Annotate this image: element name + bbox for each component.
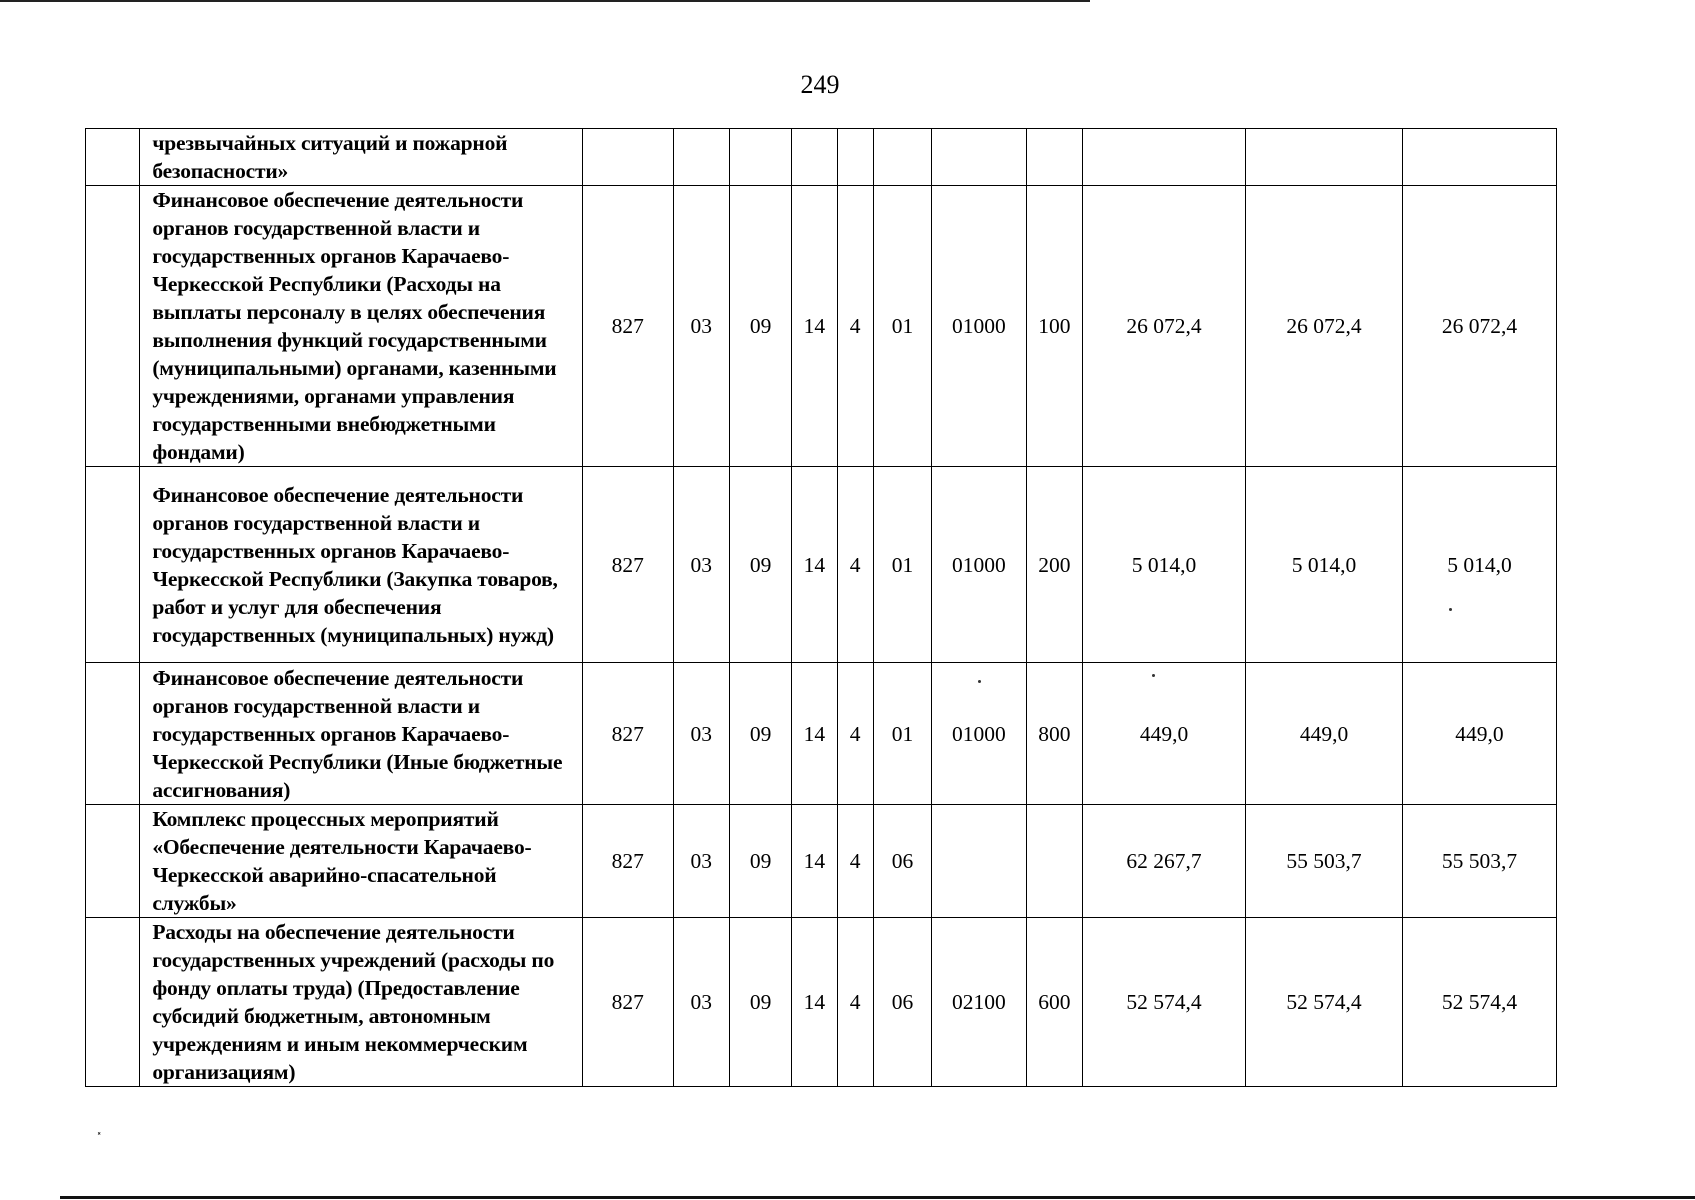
description-cell: чрезвычайных ситуаций и пожарной безопасности» <box>140 129 583 186</box>
expense-type-cell: 600 <box>1026 918 1082 1087</box>
section-cell: 03 <box>673 467 729 663</box>
page-number: 249 <box>800 70 840 99</box>
target-code-part2-cell: 4 <box>837 918 873 1087</box>
amount-year1-cell: 52 574,4 <box>1083 918 1246 1087</box>
table-row <box>86 918 1557 1087</box>
amount-year2-cell <box>1246 129 1403 186</box>
amount-year1-cell: 449,0 <box>1083 663 1246 805</box>
amount-year3-cell: 449,0 <box>1402 663 1556 805</box>
amount-year1-cell: 5 014,0 <box>1083 467 1246 663</box>
amount-year2-cell: 55 503,7 <box>1246 805 1403 918</box>
target-code-part3-cell: 01 <box>873 186 931 467</box>
target-code-part4-cell: 02100 <box>932 918 1027 1087</box>
scan-edge-top <box>0 0 1090 2</box>
subsection-cell: 09 <box>729 467 791 663</box>
target-code-part3-cell: 06 <box>873 918 931 1087</box>
ved-cell: 827 <box>583 467 674 663</box>
target-code-part2-cell: 4 <box>837 805 873 918</box>
scan-edge-bottom <box>60 1196 1695 1199</box>
scan-speck <box>978 680 981 683</box>
subsection-cell: 09 <box>729 663 791 805</box>
amount-year3-cell: 52 574,4 <box>1402 918 1556 1087</box>
target-code-part1-cell: 14 <box>792 918 837 1087</box>
description-cell: Финансовое обеспечение деятельности органов государственной власти и государственных органов Карачаево-Черкесской Республики (Иные бюджетные ассигнования) <box>140 663 583 805</box>
target-code-part4-cell: 01000 <box>932 663 1027 805</box>
section-cell: 03 <box>673 918 729 1087</box>
amount-year1-cell: 62 267,7 <box>1083 805 1246 918</box>
target-code-part2-cell: 4 <box>837 467 873 663</box>
description-cell: Финансовое обеспечение деятельности органов государственной власти и государственных органов Карачаево-Черкесской Республики (Закупка товаров, работ и услуг для обеспечения государственных (муниципальных) нужд) <box>140 467 583 663</box>
amount-year2-cell: 5 014,0 <box>1246 467 1403 663</box>
budget-table <box>85 128 1557 1087</box>
target-code-part4-cell: 01000 <box>932 186 1027 467</box>
scan-speck <box>1152 674 1155 677</box>
row-number-cell <box>86 805 140 918</box>
amount-year1-cell <box>1083 129 1246 186</box>
description-cell: Расходы на обеспечение деятельности государственных учреждений (расходы по фонду оплаты труда) (Предоставление субсидий бюджетным, автономным учреждениям и иным некоммерческим организациям) <box>140 918 583 1087</box>
row-number-cell <box>86 663 140 805</box>
expense-type-cell <box>1026 805 1082 918</box>
row-number-cell <box>86 467 140 663</box>
ved-cell: 827 <box>583 805 674 918</box>
expense-type-cell: 200 <box>1026 467 1082 663</box>
target-code-part1-cell <box>792 129 837 186</box>
scan-speck <box>1449 608 1452 611</box>
amount-year2-cell: 449,0 <box>1246 663 1403 805</box>
expense-type-cell: 100 <box>1026 186 1082 467</box>
section-cell <box>673 129 729 186</box>
section-cell: 03 <box>673 186 729 467</box>
ved-cell: 827 <box>583 663 674 805</box>
ved-cell <box>583 129 674 186</box>
amount-year1-cell: 26 072,4 <box>1083 186 1246 467</box>
table-row <box>86 467 1557 663</box>
target-code-part4-cell <box>932 805 1027 918</box>
target-code-part4-cell: 01000 <box>932 467 1027 663</box>
target-code-part1-cell: 14 <box>792 186 837 467</box>
target-code-part1-cell: 14 <box>792 467 837 663</box>
section-cell: 03 <box>673 805 729 918</box>
subsection-cell <box>729 129 791 186</box>
target-code-part2-cell: 4 <box>837 186 873 467</box>
target-code-part3-cell: 06 <box>873 805 931 918</box>
amount-year3-cell: 5 014,0 <box>1402 467 1556 663</box>
description-cell: Комплекс процессных мероприятий «Обеспечение деятельности Карачаево-Черкесской аварийно-спасательной службы» <box>140 805 583 918</box>
expense-type-cell: 800 <box>1026 663 1082 805</box>
section-cell: 03 <box>673 663 729 805</box>
table-row <box>86 129 1557 186</box>
subsection-cell: 09 <box>729 805 791 918</box>
target-code-part3-cell: 01 <box>873 663 931 805</box>
subsection-cell: 09 <box>729 918 791 1087</box>
subsection-cell: 09 <box>729 186 791 467</box>
target-code-part2-cell: 4 <box>837 663 873 805</box>
amount-year2-cell: 52 574,4 <box>1246 918 1403 1087</box>
row-number-cell <box>86 129 140 186</box>
expense-type-cell <box>1026 129 1082 186</box>
target-code-part2-cell <box>837 129 873 186</box>
description-cell: Финансовое обеспечение деятельности органов государственной власти и государственных органов Карачаево-Черкесской Республики (Расходы на выплаты персоналу в целях обеспечения выполнения функций государственными (муниципальными) органами, казенными учреждениями, органами управления государственными внебюджетными фондами) <box>140 186 583 467</box>
footer-mark: ⸼ <box>98 1118 102 1135</box>
target-code-part1-cell: 14 <box>792 663 837 805</box>
target-code-part4-cell <box>932 129 1027 186</box>
row-number-cell <box>86 186 140 467</box>
table-row <box>86 805 1557 918</box>
target-code-part3-cell <box>873 129 931 186</box>
target-code-part3-cell: 01 <box>873 467 931 663</box>
amount-year2-cell: 26 072,4 <box>1246 186 1403 467</box>
amount-year3-cell <box>1402 129 1556 186</box>
amount-year3-cell: 26 072,4 <box>1402 186 1556 467</box>
ved-cell: 827 <box>583 918 674 1087</box>
row-number-cell <box>86 918 140 1087</box>
ved-cell: 827 <box>583 186 674 467</box>
amount-year3-cell: 55 503,7 <box>1402 805 1556 918</box>
target-code-part1-cell: 14 <box>792 805 837 918</box>
table-row <box>86 663 1557 805</box>
table-row <box>86 186 1557 467</box>
